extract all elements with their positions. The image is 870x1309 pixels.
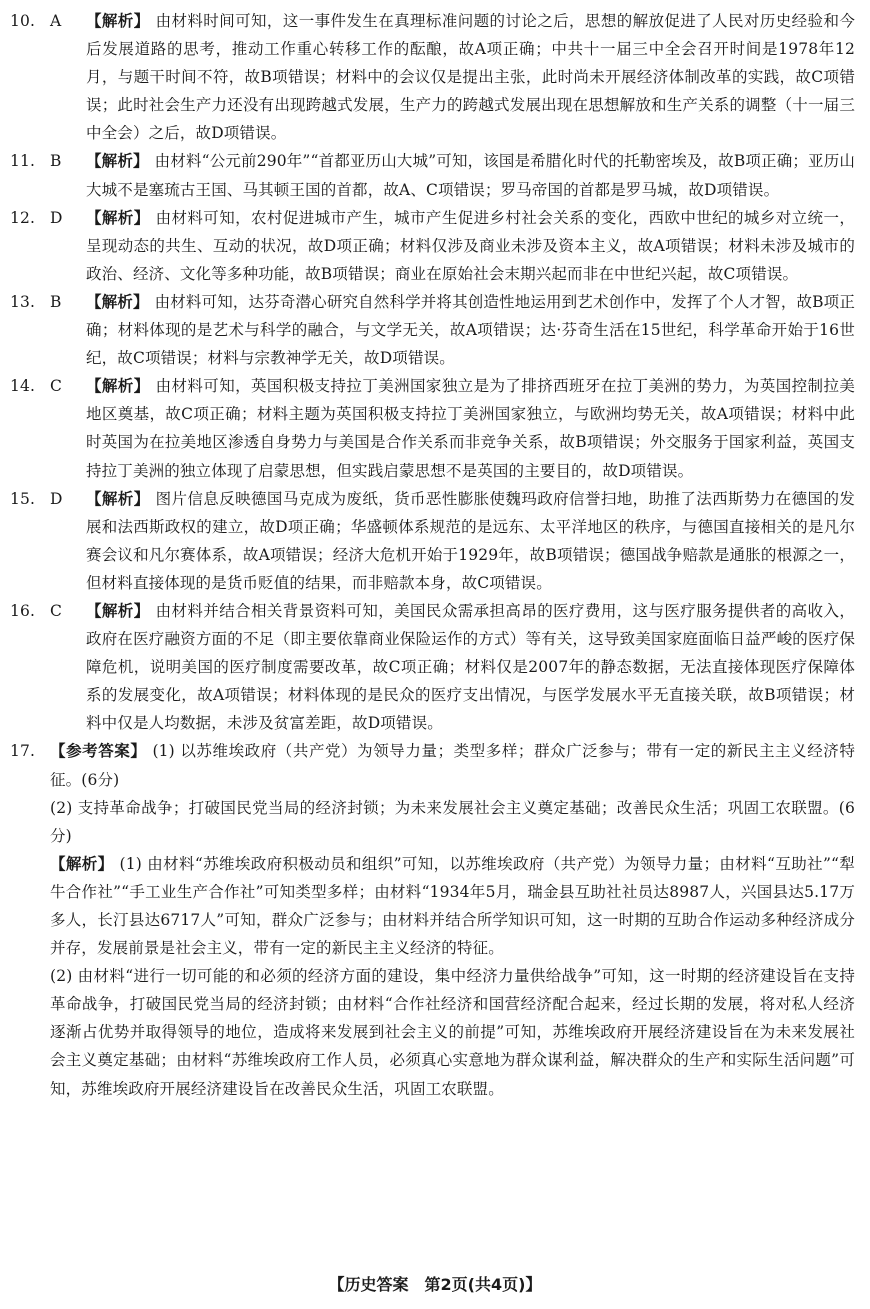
answer-body: [86, 372, 855, 484]
answer-item-15: [10, 485, 855, 597]
reference-answer-tag: 【参考答案】: [50, 741, 147, 761]
answer-body: [86, 204, 855, 288]
question-number: 14.: [10, 377, 36, 396]
analysis-text: (1) 由材料“苏维埃政府积极动员和组织”可知，以苏维埃政府（共产党）为领导力量；由材料“互助社”“犁牛合作社”“手工业生产合作社”可知类型多样；由材料“1934年5月，瑞金县互助社社员达8987人，兴国县达5.17万多人，长汀县达6717人”可知，群众广泛参与；由材料并结合所学知识可知，这一时期的互助合作运动多种经济成分并存，发展前景是社会主义，带有一定的新民主主义经济的特征。: [50, 854, 855, 958]
answer-item-11: [10, 147, 855, 203]
analysis-text: 图片信息反映德国马克成为废纸，货币恶性膨胀使魏玛政府信誉扫地，助推了法西斯势力在德国的发展和法西斯政权的建立，故D项正确；华盛顿体系规范的是远东、太平洋地区的秩序，与德国直接相关的是凡尔赛会议和凡尔赛体系，故A项错误；经济大危机开始于1929年，故B项错误；德国战争赔款是通胀的根源之一，但材料直接体现的是货币贬值的结果，而非赔款本身，故C项错误。: [86, 489, 855, 592]
reference-answer-part-1: (1) 以苏维埃政府（共产党）为领导力量；类型多样；群众广泛参与；带有一定的新民主主义经济特征。(6分): [50, 742, 855, 789]
answer-body: [86, 147, 855, 203]
analysis-text: 由材料并结合相关背景资料可知，美国民众需承担高昂的医疗费用，这与医疗服务提供者的高收入，政府在医疗融资方面的不足（即主要依靠商业保险运作的方式）等有关，这导致美国家庭面临日益严峻的医疗保障危机，说明美国的医疗制度需要改革，故C项正确；材料仅是2007年的静态数据，无法直接体现医疗保障体系的发展变化，故A项错误；材料体现的是民众的医疗支出情况，与医学发展水平无直接关联，故B项错误；材料中仅是人均数据，未涉及贫富差距，故D项错误。: [86, 601, 855, 733]
question-number: 17.: [10, 742, 36, 761]
question-number: 12.: [10, 208, 36, 227]
answer-item-10: [10, 7, 855, 147]
answer-body: [86, 7, 855, 147]
answer-letter: A: [50, 12, 62, 30]
analysis-tag: 【解析】: [86, 376, 150, 396]
analysis-tag: 【解析】: [50, 853, 114, 873]
answer-letter: C: [50, 601, 63, 620]
answer-body: [86, 485, 855, 597]
question-number: 11.: [10, 152, 36, 171]
answer-letter: B: [50, 152, 62, 171]
answer-item-12: [10, 204, 855, 288]
reference-answer-line: [50, 737, 855, 793]
answer-item-14: [10, 372, 855, 484]
answer-letter: D: [50, 489, 63, 508]
answer-body: [86, 597, 855, 737]
analysis-tag: 【解析】: [86, 488, 150, 508]
analysis-tag: 【解析】: [86, 11, 150, 30]
analysis-text: 由材料可知，达芬奇潜心研究自然科学并将其创造性地运用到艺术创作中，发挥了个人才智，故B项正确；材料体现的是艺术与科学的融合，与文学无关，故A项错误；达·芬奇生活在15世纪，科学革命开始于16世纪，故C项错误；材料与宗教神学无关，故D项错误。: [86, 292, 855, 368]
q17-analysis-part-2: (2) 由材料“进行一切可能的和必须的经济方面的建设，集中经济力量供给战争”可知，这一时期的经济建设旨在支持革命战争，打破国民党当局的经济封锁；由材料“合作社经济和国营经济配合起来，经过长期的发展，将对私人经济逐渐占优势并取得领导的地位，造成将来发展到社会主义的前提”可知，苏维埃政府开展经济建设旨在为未来发展社会主义奠定基础；由材料“苏维埃政府工作人员，必须真心实意地为群众谋利益，解决群众的生产和实际生活问题”可知，苏维埃政府开展经济建设旨在改善民众生活，巩固工农联盟。: [50, 967, 855, 1098]
question-number: 10.: [10, 12, 36, 30]
analysis-tag: 【解析】: [86, 207, 150, 227]
page-footer: 【历史答案 第2页(共4页)】: [328, 1275, 542, 1294]
answer-letter: B: [50, 292, 62, 311]
analysis-tag: 【解析】: [86, 291, 149, 311]
answer-content: [10, 7, 855, 1103]
q17-analysis-part-1: [10, 850, 855, 962]
question-number: 16.: [10, 601, 36, 620]
answer-letter: D: [50, 208, 63, 227]
answer-item-16: [10, 597, 855, 737]
question-number: 15.: [10, 489, 36, 508]
analysis-text: 由材料可知，农村促进城市产生，城市产生促进乡村社会关系的变化，西欧中世纪的城乡对立统一，呈现动态的共生、互动的状况，故D项正确；材料仅涉及商业未涉及资本主义，故A项错误；材料未涉及城市的政治、经济、文化等多种功能，故B项错误；商业在原始社会末期兴起而非在中世纪兴起，故C项错误。: [86, 208, 855, 283]
question-number: 13.: [10, 292, 36, 311]
analysis-tag: 【解析】: [86, 600, 150, 620]
answer-item-17: [10, 737, 855, 793]
answer-letter: C: [50, 377, 63, 396]
analysis-tag: 【解析】: [86, 151, 149, 171]
reference-answer-part-2: (2) 支持革命战争；打破国民党当局的经济封锁；为未来发展社会主义奠定基础；改善民众生活；巩固工农联盟。(6分): [50, 798, 855, 845]
analysis-text: 由材料时间可知，这一事件发生在真理标准问题的讨论之后，思想的解放促进了人民对历史经验和今后发展道路的思考，推动工作重心转移工作的酝酿，故A项正确；中共十一届三中全会召开时间是1978年12月，与题干时间不符，故B项错误；材料中的会议仅是提出主张，此时尚未开展经济体制改革的实践，故C项错误；此时社会生产力还没有出现跨越式发展，生产力的跨越式发展出现在思想解放和生产关系的调整（十一届三中全会）之后，故D项错误。: [86, 12, 855, 143]
analysis-text: 由材料可知，英国积极支持拉丁美洲国家独立是为了排挤西班牙在拉丁美洲的势力，为英国控制拉美地区奠基，故C项正确；材料主题为英国积极支持拉丁美洲国家独立，与欧洲均势无关，故A项错误；材料中此时英国为在拉美地区渗透自身势力与美国是合作关系而非竞争关系，故B项错误；外交服务于国家利益，英国支持拉丁美洲的独立体现了启蒙思想，但实践启蒙思想不是英国的主要目的，故D项错误。: [86, 377, 855, 480]
analysis-text: 由材料“公元前290年”“首都亚历山大城”可知，该国是希腊化时代的托勒密埃及，故B项正确；亚历山大城不是塞琉古王国、马其顿王国的首都，故A、C项错误；罗马帝国的首都是罗马城，故D项错误。: [86, 152, 856, 199]
answer-item-13: [10, 288, 855, 372]
answer-body: [86, 288, 855, 372]
